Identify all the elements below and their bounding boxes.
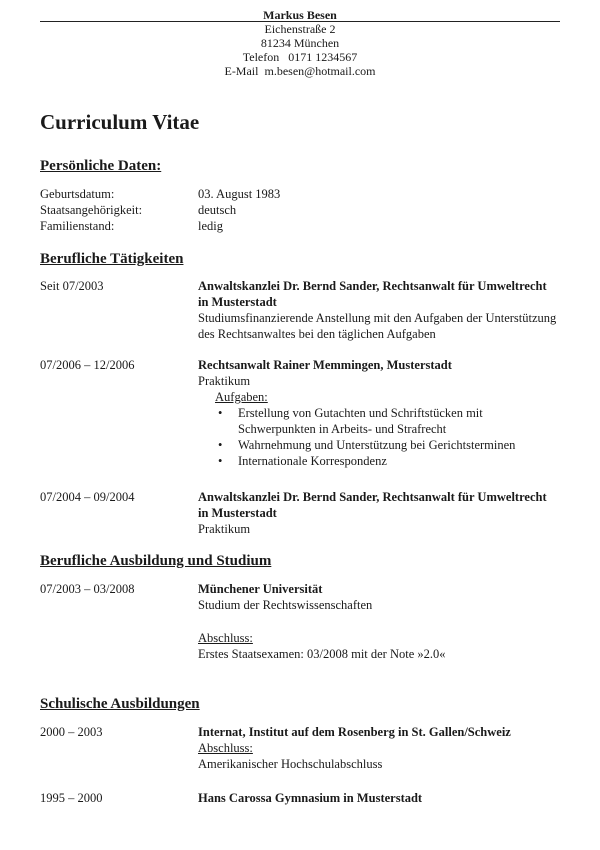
school-date: 1995 – 2000 [40,791,103,805]
degree-value: Erstes Staatsexamen: 03/2008 mit der Note »2.0« [198,647,446,661]
section-jobs-heading: Berufliche Tätigkeiten [40,251,184,267]
job-date: 07/2006 – 12/2006 [40,358,135,372]
task-item: • Erstellung von Gutachten und Schriftstücken mit Schwerpunkten in Arbeits- und Strafrecht [198,405,560,437]
personal-label: Familienstand: [40,219,115,233]
personal-value: ledig [198,219,223,233]
education-description: Studium der Rechtswissenschaften [198,598,373,612]
page-title: Curriculum Vitae [40,110,200,134]
street: Eichenstraße 2 [264,22,336,36]
phone-label: Telefon [242,50,280,64]
task-item: • Internationale Korrespondenz [198,453,560,469]
school-details [198,790,560,806]
section-education-heading: Berufliche Ausbildung und Studium [40,553,272,569]
job-employer: Anwaltskanzlei Dr. Bernd Sander, Rechtsanwalt für Umweltrecht in Musterstadt [198,490,547,520]
personal-value: 03. August 1983 [198,187,281,201]
job-description: Praktikum [198,374,251,388]
job-date: Seit 07/2003 [40,279,104,293]
spacer [198,613,560,630]
task-list [198,405,560,469]
school-details [198,724,560,772]
tasks-label: Aufgaben: [215,390,268,404]
phone-number: 0171 1234567 [288,50,358,64]
applicant-name: Markus Besen [263,8,337,22]
education-details [198,581,560,662]
job-details [198,278,560,342]
contact-header [40,8,560,78]
job-date: 07/2004 – 09/2004 [40,490,135,504]
school-institution: Hans Carossa Gymnasium in Musterstadt [198,791,423,805]
job-description: Studiumsfinanzierende Anstellung mit den Aufgaben der Unterstützung des Rechtsanwaltes bei den täglichen Aufgaben [198,311,557,341]
degree-label: Abschluss: [198,741,253,755]
email-label: E-Mail [224,64,259,78]
school-date: 2000 – 2003 [40,725,103,739]
email-line [40,64,560,78]
personal-value: deutsch [198,203,237,217]
degree-value: Amerikanischer Hochschulabschluss [198,757,383,771]
school-institution: Internat, Institut auf dem Rosenberg in St. Gallen/Schweiz [198,725,511,739]
job-employer: Anwaltskanzlei Dr. Bernd Sander, Rechtsanwalt für Umweltrecht in Musterstadt [198,279,547,309]
job-description: Praktikum [198,522,251,536]
section-school-heading: Schulische Ausbildungen [40,696,200,712]
job-details [198,357,560,469]
phone-line [40,50,560,64]
job-details [198,489,560,537]
personal-label: Staatsangehörigkeit: [40,203,143,217]
task-item: • Wahrnehmung und Unterstützung bei Gerichtsterminen [198,437,560,453]
education-date: 07/2003 – 03/2008 [40,582,135,596]
job-employer: Rechtsanwalt Rainer Memmingen, Musterstadt [198,358,452,372]
degree-label: Abschluss: [198,631,253,645]
email-address[interactable]: m.besen@hotmail.com [264,64,376,78]
education-institution: Münchener Universität [198,582,323,596]
personal-label: Geburtsdatum: [40,187,115,201]
section-personal-heading: Persönliche Daten: [40,158,162,174]
city: 81234 München [260,36,340,50]
